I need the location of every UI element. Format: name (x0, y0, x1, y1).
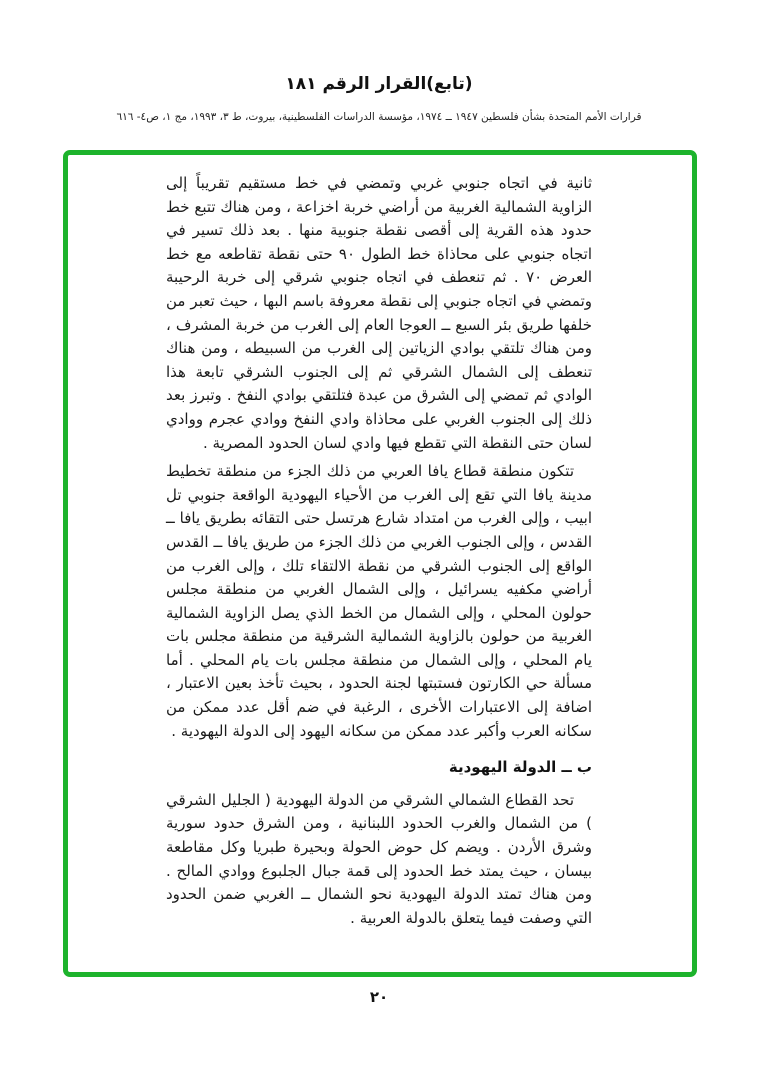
page-number: ٢٠ (369, 988, 389, 1006)
paragraph-jewish-state: تحد القطاع الشمالي الشرقي من الدولة اليهودية ( الجليل الشرقي ) من الشمال والغرب الحدود اللبنانية ، ومن الشرق حدود سورية وشرق الأردن . ويضم كل حوض الحولة وبحيرة طبريا وكل مقاطعة بيسان ، حيث يمتد خط الحدود إلى قمة جبال الجلبوع ووادي المالح . ومن هناك تمتد الدولة اليهودية نحو الشمال ــ الغربي ضمن الحدود التي وصفت فيما يتعلق بالدولة العربية . (166, 790, 592, 927)
paragraph-arab-state-boundary: ثانية في اتجاه جنوبي غربي وتمضي في خط مستقيم تقريباً إلى الزاوية الشمالية الغربية من أراضي خربة اخزاعة ، ومن هناك تتبع خط حدود هذه القرية إلى أقصى نقطة جنوبية منها . بعد ذلك تسير في اتجاه جنوبي على محاذاة خط الطول ٩٠ حتى نقطة تقاطعه مع خط العرض ٧٠ . ثم تنعطف في اتجاه جنوبي شرقي إلى خربة الرحيبة وتمضي في اتجاه جنوبي إلى نقطة معروفة باسم البها ، حيث تعبر من خلفها طريق بئر السبع ــ العوجا العام إلى الغرب من خربة المشرف ، ومن هناك تلتقي بوادي الزياتين إلى الغرب من السبيطه ، ومن هناك تنعطف إلى الشمال الشرقي ثم إلى الجنوب الشرقي تابعة هذا الوادي ثم تمضي إلى الشرق من عبدة فتلتقي بوادي النفخ . وتبرز بعد ذلك إلى الجنوب الغربي على محاذاة وادي النفخ ووادي عجرم ووادي لسان حتى النقطة التي تقطع فيها وادي لسان الحدود المصرية . (166, 174, 592, 452)
paragraph-jaffa-enclave: تتكون منطقة قطاع يافا العربي من ذلك الجزء من منطقة تخطيط مدينة يافا التي تقع إلى الغرب من الأحياء اليهودية الواقعة جنوبي تل ابيب ، وإلى الغرب من امتداد شارع هرتسل حتى التقائه بطريق يافا ــ القدس ، وإلى الجنوب الغربي من ذلك الجزء من طريق يافا ــ القدس الواقع إلى الجنوب الشرقي من نقطة الالتقاء تلك ، وإلى الغرب من أراضي مكفيه يسرائيل ، وإلى الشمال الغربي من منطقة مجلس حولون المحلي ، وإلى الشمال من الخط الذي يصل الزاوية الشمالية الغربية من حولون بالزاوية الشمالية الشرقية من منطقة مجلس بات يام المحلي ، وإلى الشمال من منطقة مجلس بات يام المحلي . أما مسألة حي الكارتون فستبتها لجنة الحدود ، بحيث تأخذ بعين الاعتبار ، اضافة إلى الاعتبارات الأخرى ، الرغبة في ضم أقل عدد ممكن من سكانه العرب وأكبر عدد ممكن من سكانه اليهود إلى الدولة اليهودية . (166, 462, 592, 740)
source-citation: قرارات الأمم المتحدة بشأن فلسطين ١٩٤٧ ــ ١٩٧٤، مؤسسة الدراسات الفلسطينية، بيروت، ط ٣، ١٩٩٣، مج ١، ص٤- ٦١٦ (116, 111, 642, 123)
body-text (166, 172, 592, 930)
section-heading-jewish-state: ب ــ الدولة اليهودية (448, 758, 592, 777)
page-title: (تابع)القرار الرقم ١٨١ (285, 74, 473, 94)
green-text-frame (63, 150, 697, 977)
